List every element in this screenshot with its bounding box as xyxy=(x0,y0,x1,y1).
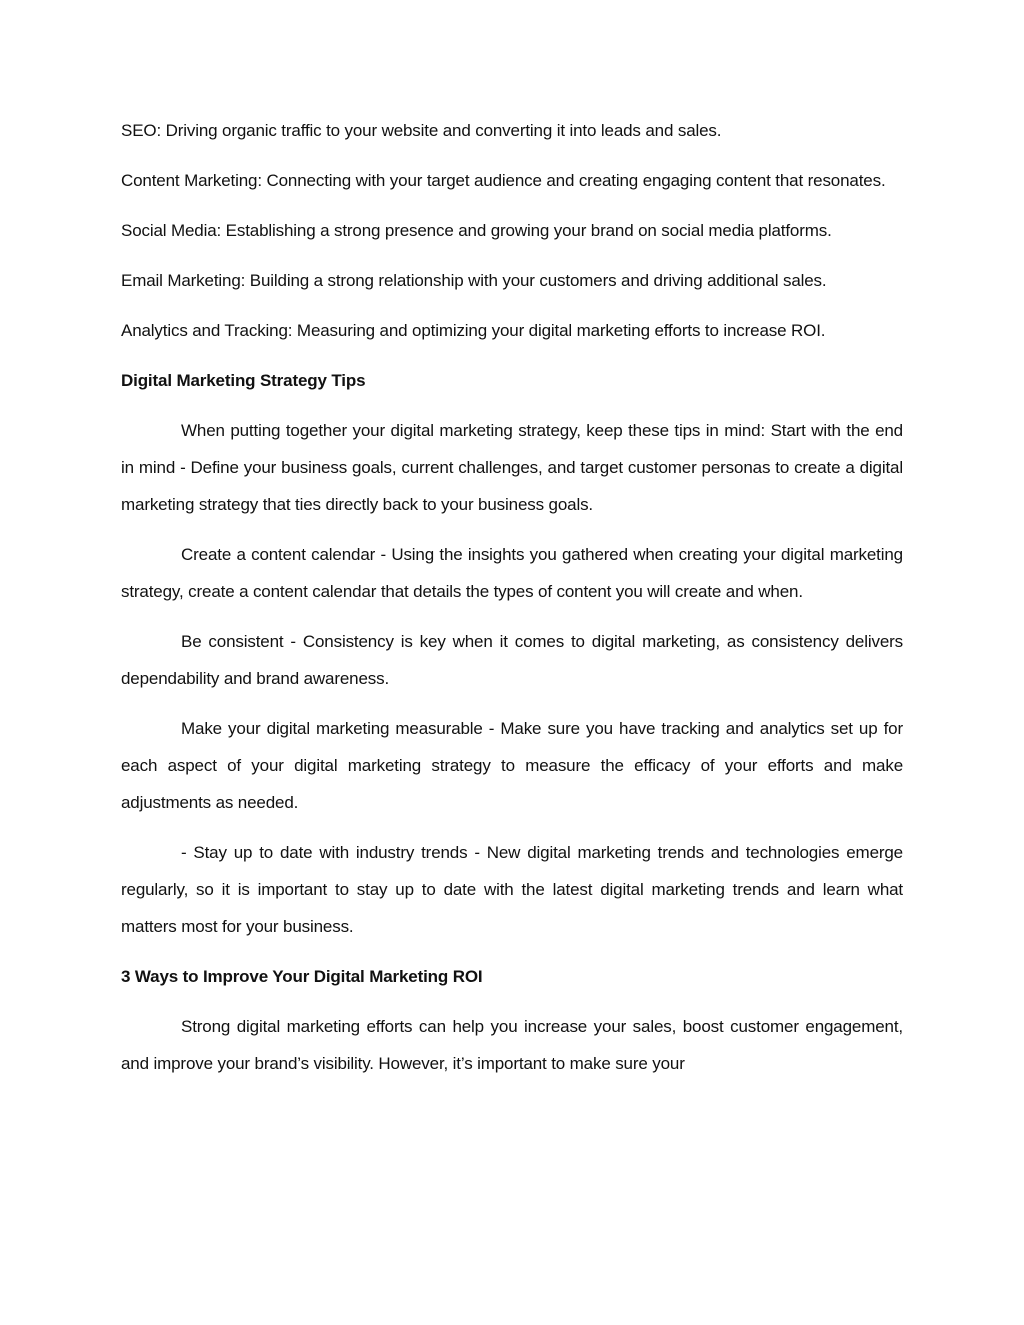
document-page xyxy=(121,112,903,1095)
paragraph-industry-trends: - Stay up to date with industry trends - New digital marketing trends and technologies emerge regularly, so it is important to stay up to date with the latest digital marketing trends and learn what matters most for your business. xyxy=(121,843,903,936)
paragraph-seo: SEO: Driving organic traffic to your website and converting it into leads and sales. xyxy=(121,121,722,140)
paragraph-content-calendar: Create a content calendar - Using the insights you gathered when creating your digital marketing strategy, create a content calendar that details the types of content you will create and when. xyxy=(121,545,903,601)
paragraph-email-marketing: Email Marketing: Building a strong relationship with your customers and driving additional sales. xyxy=(121,271,827,290)
paragraph-analytics: Analytics and Tracking: Measuring and optimizing your digital marketing efforts to increase ROI. xyxy=(121,321,826,340)
paragraph-measurable: Make your digital marketing measurable - Make sure you have tracking and analytics set up for each aspect of your digital marketing strategy to measure the efficacy of your efforts and make adjustments as needed. xyxy=(121,719,903,812)
heading-improve-roi: 3 Ways to Improve Your Digital Marketing ROI xyxy=(121,967,483,986)
paragraph-roi-intro: Strong digital marketing efforts can help you increase your sales, boost customer engagement, and improve your brand’s visibility. However, it’s important to make sure your xyxy=(121,1017,903,1073)
paragraph-content-marketing: Content Marketing: Connecting with your target audience and creating engaging content that resonates. xyxy=(121,171,886,190)
paragraph-be-consistent: Be consistent - Consistency is key when it comes to digital marketing, as consistency delivers dependability and brand awareness. xyxy=(121,632,903,688)
paragraph-tips-intro: When putting together your digital marketing strategy, keep these tips in mind: Start with the end in mind - Define your business goals, current challenges, and target customer personas to create a digital marketing strategy that ties directly back to your business goals. xyxy=(121,421,903,514)
paragraph-social-media: Social Media: Establishing a strong presence and growing your brand on social media platforms. xyxy=(121,221,832,240)
heading-strategy-tips: Digital Marketing Strategy Tips xyxy=(121,371,366,390)
